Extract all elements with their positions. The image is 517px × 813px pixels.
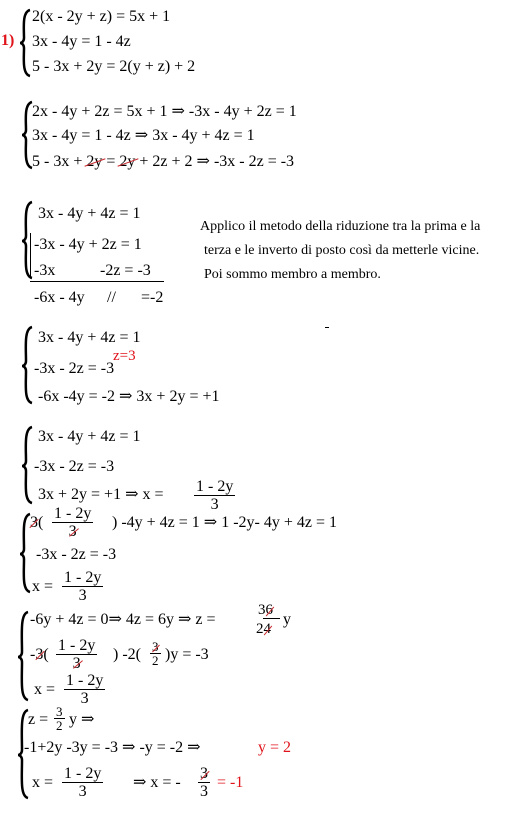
explanation-note: Poi sommo membro a membro. [204,267,381,282]
equation: 5 - 3x + 2y = 2y + 2z + 2 ⇒ -3x - 2z = -3 [32,153,295,170]
equation: 3x + 2y = +1 ⇒ x = [38,486,164,503]
equation: // [107,289,116,306]
equation: 3 ( [30,514,44,531]
fraction-numerator: 36 [258,602,273,618]
fraction-denominator: 24 [256,621,271,637]
system-brace-5 [20,425,34,505]
equation: -3x - 2z = -3 [36,546,117,563]
equation: y [283,611,291,628]
equation: ) -2( [113,646,141,663]
stray-dash [325,327,329,328]
fraction: $\frac{1 - 2y}{3}$ [64,569,102,604]
equation: -3x - 2z = -3 [34,360,115,377]
system-brace-4 [20,325,34,405]
exercise-number: 1) [1,32,15,49]
equation: x = [34,681,56,698]
equation: x = [32,578,54,595]
fraction: $\frac{3}{2}$ [152,639,159,668]
result-y: y = 2 [258,739,292,756]
fraction: $\frac{3}{3}$ [200,765,208,800]
equation: 2x - 4y + 2z = 5x + 1 ⇒ -3x - 4y + 2z = 1 [32,103,297,120]
equation: )y = -3 [165,646,209,663]
explanation-note: Applico il metodo della riduzione tra la prima e la [200,219,481,234]
system-brace-3 [20,200,34,280]
equation: 3x - 4y = 1 - 4z ⇒ 3x - 4y + 4z = 1 [32,127,255,144]
equation: 3x - 4y = 1 - 4z [32,33,131,50]
equation: 3x - 4y + 4z = 1 [38,428,141,445]
fraction: $\frac{1 - 2y}{3}$ [66,672,104,707]
equation: -3x [34,262,56,279]
equation: z = [28,711,49,728]
equation: -6x - 4y [34,289,85,306]
equation: -1+2y -3y = -3 ⇒ -y = -2 ⇒ [24,739,201,756]
system-brace-7 [16,610,30,702]
fraction: $\frac{1 - 2y}{3}$ [196,478,234,513]
equation: y ⇒ [69,711,95,728]
equation: x = [32,774,54,791]
equation: -3x - 4y + 2z = 1 [34,236,142,253]
result-x: = -1 [217,774,244,791]
bracket-line [30,233,31,277]
equation: 3x - 4y + 4z = 1 [38,205,141,222]
equation: ⇒ x = - [133,774,181,791]
annotation: z=3 [113,348,136,364]
fraction-bar [263,618,280,619]
equation: 3x - 4y + 4z = 1 [38,329,141,346]
fraction: $\frac{1 - 2y}{3}$ [58,637,96,672]
fraction: $\frac{1 - 2y}{3}$ [54,505,92,540]
equation: -3 ( [30,646,49,663]
equation: -6x -4y = -2 ⇒ 3x + 2y = +1 [38,388,220,405]
sum-line [30,281,164,282]
system-brace-1 [18,8,32,78]
fraction: $\frac{3}{2}$ [56,704,63,733]
equation: -2z = -3 [100,262,151,279]
equation: -3x - 2z = -3 [34,458,115,475]
equation: 5 - 3x + 2y = 2(y + z) + 2 [32,58,196,75]
equation: ) -4y + 4z = 1 ⇒ 1 -2y- 4y + 4z = 1 [112,514,338,531]
equation: 2(x - 2y + z) = 5x + 1 [32,8,171,25]
explanation-note: terza e le inverto di posto così da metterle vicine. [204,243,480,258]
equation: -6y + 4z = 0⇒ 4z = 6y ⇒ z = [30,611,216,628]
fraction: $\frac{1 - 2y}{3}$ [64,765,102,800]
equation: =-2 [141,289,164,306]
